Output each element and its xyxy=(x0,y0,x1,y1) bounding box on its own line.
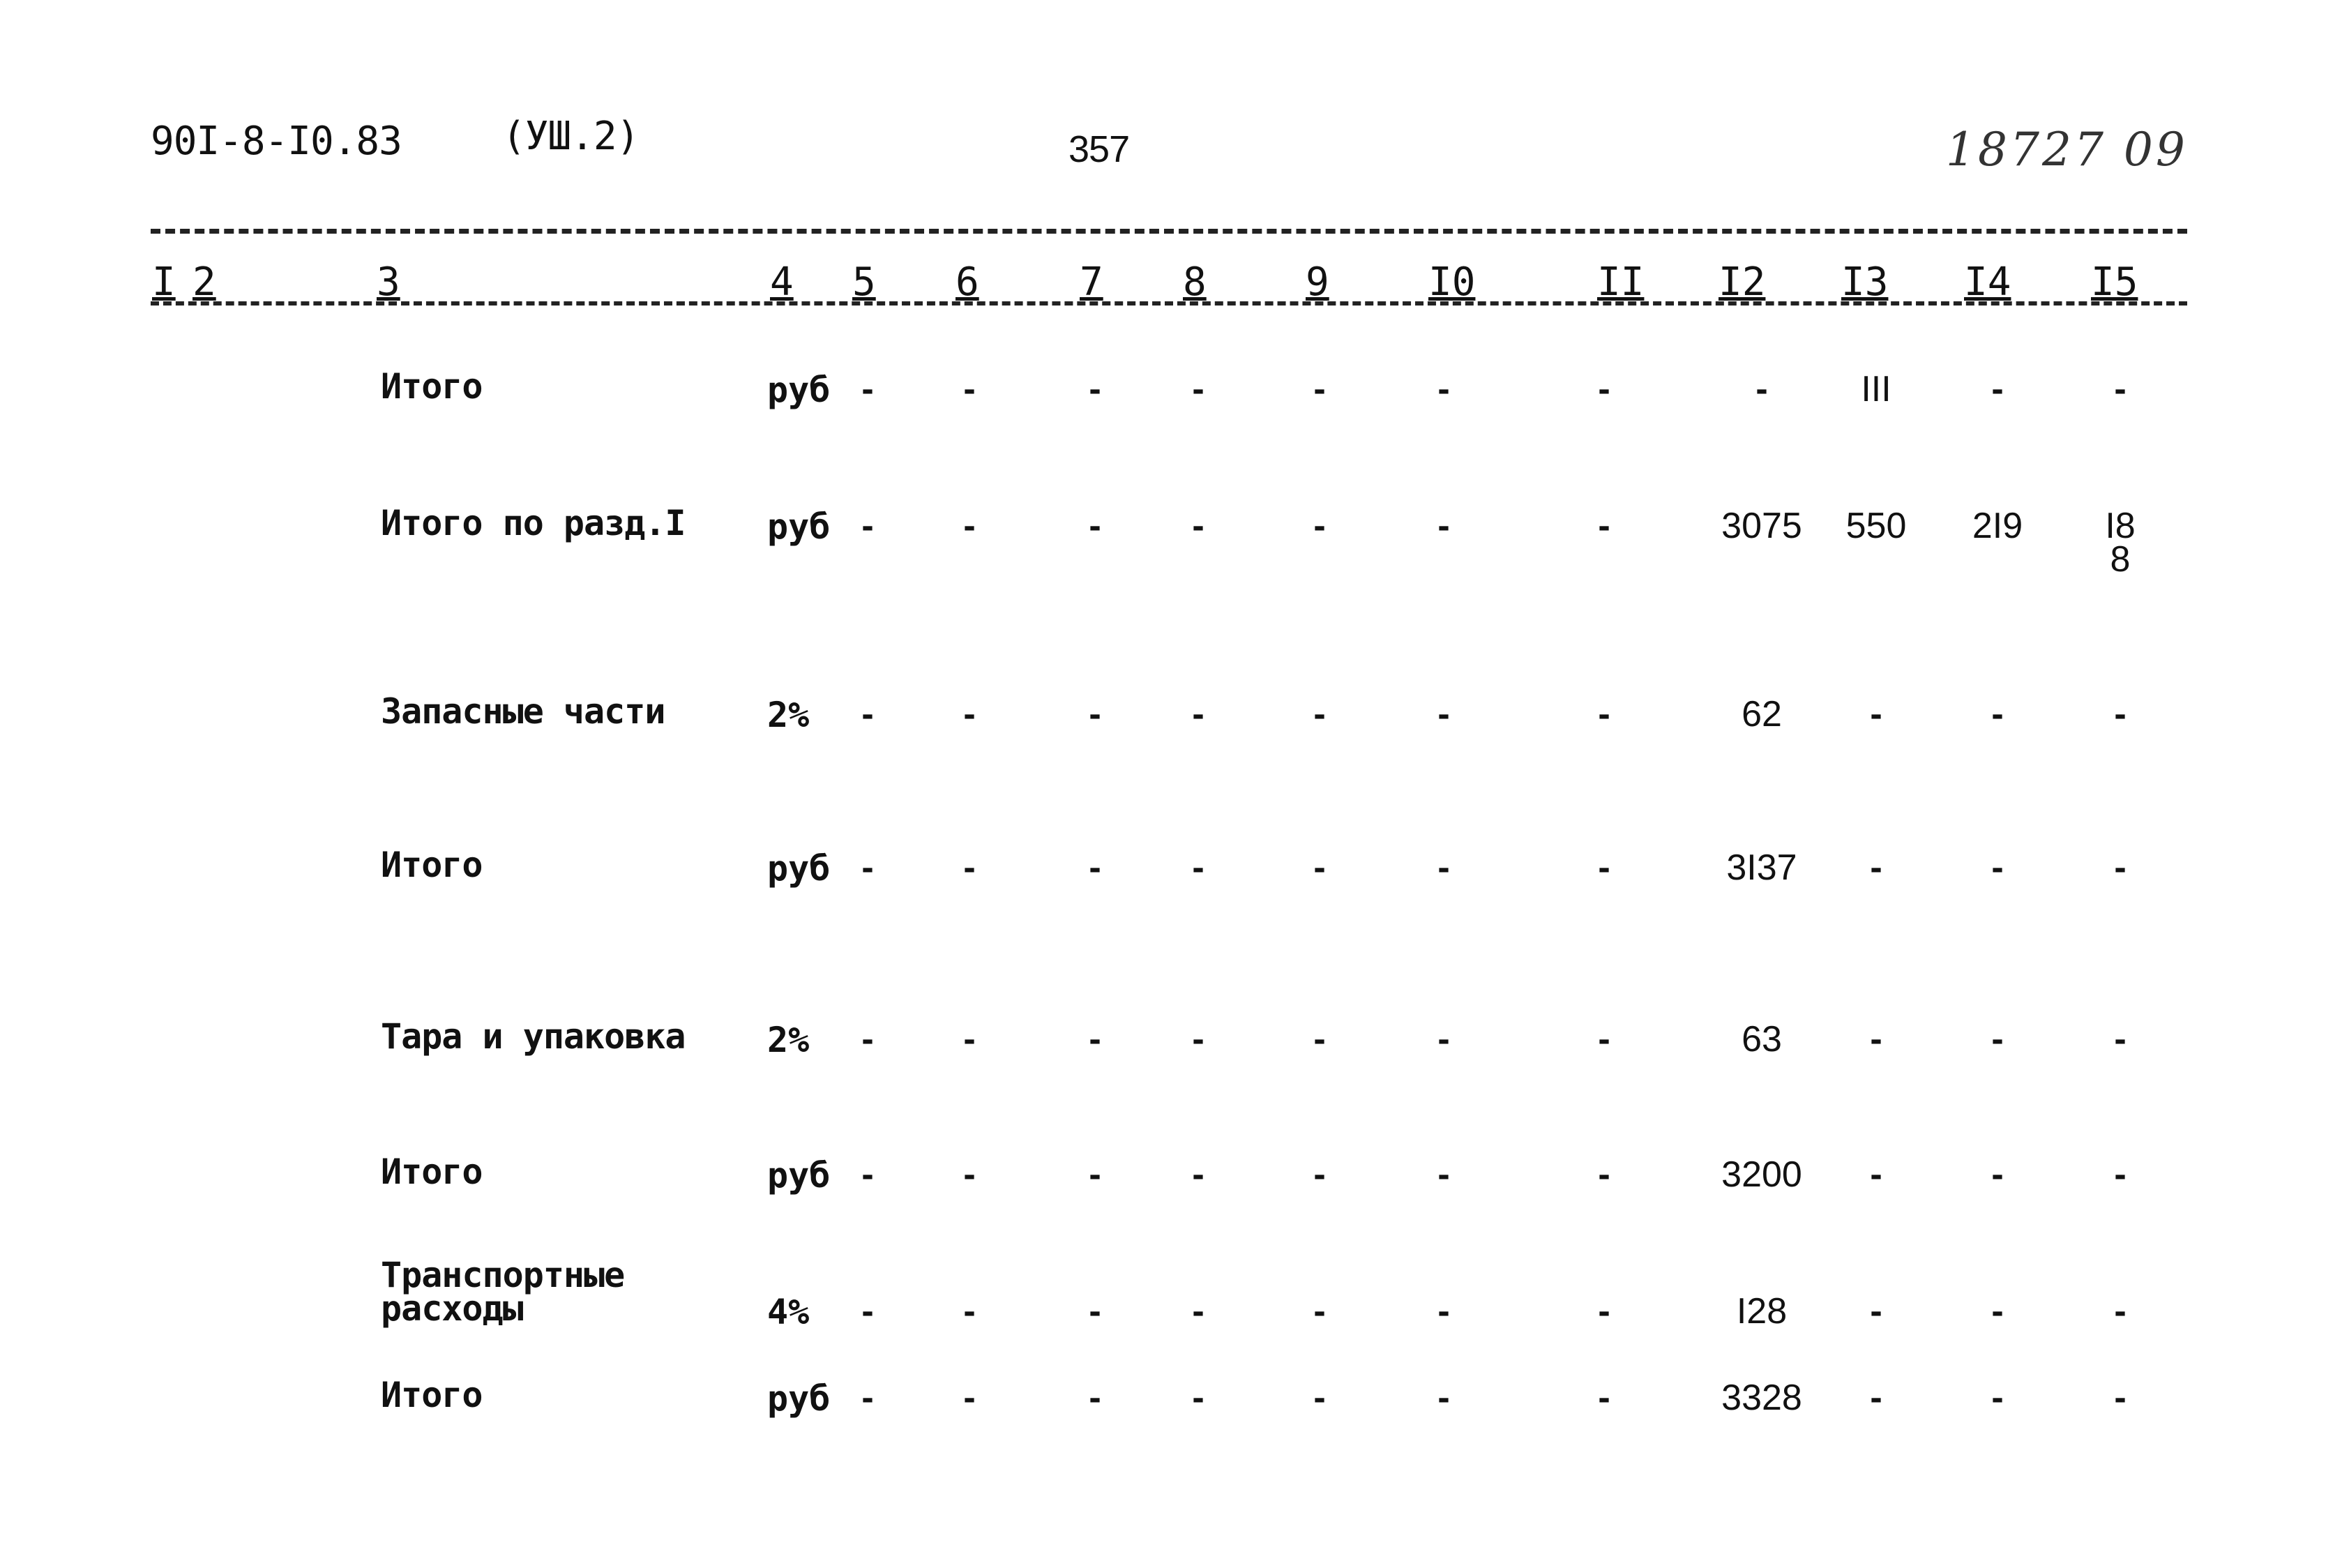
cell-col-7: - xyxy=(1089,369,1101,409)
handwritten-number: 18727 09 xyxy=(1946,123,2188,176)
column-number: I2 xyxy=(1719,259,1766,305)
cell-col-15: I8 8 xyxy=(2105,506,2136,580)
row-label: Итого по разд.I xyxy=(381,503,686,543)
cell-col-10: - xyxy=(1437,506,1450,546)
cell-col-12: 3075 xyxy=(1721,506,1802,546)
cell-col-6: - xyxy=(963,1291,976,1332)
cell-col-10: - xyxy=(1437,1378,1450,1418)
cell-col-14: - xyxy=(1991,694,2004,734)
row-label: Тара и упаковка xyxy=(381,1016,686,1057)
column-number: I3 xyxy=(1841,259,1889,305)
column-number: I4 xyxy=(1964,259,2011,305)
cell-col-7: - xyxy=(1089,1019,1101,1060)
cell-col-6: - xyxy=(963,694,976,734)
row-label: Итого xyxy=(381,1152,483,1192)
cell-col-11: - xyxy=(1598,506,1610,546)
cell-col-8: - xyxy=(1192,694,1204,734)
cell-col-12: 63 xyxy=(1742,1019,1782,1060)
column-number: I5 xyxy=(2091,259,2138,305)
section-marker: (УШ.2) xyxy=(502,114,640,159)
cell-col-7: - xyxy=(1089,694,1101,734)
cell-col-6: - xyxy=(963,369,976,409)
cell-col-7: - xyxy=(1089,506,1101,546)
cell-col-8: - xyxy=(1192,1378,1204,1418)
cell-col-12: 62 xyxy=(1742,694,1782,734)
cell-col-8: - xyxy=(1192,1019,1204,1060)
cell-col-11: - xyxy=(1598,369,1610,409)
cell-col-12: 3I37 xyxy=(1726,847,1797,888)
cell-col-6: - xyxy=(963,1378,976,1418)
cell-col-13: - xyxy=(1870,694,1882,734)
cell-col-9: - xyxy=(1313,506,1326,546)
column-number: 8 xyxy=(1183,259,1207,305)
cell-col-6: - xyxy=(963,1154,976,1195)
cell-col-13: - xyxy=(1870,1019,1882,1060)
cell-col-14: - xyxy=(1991,369,2004,409)
cell-col-12: 3328 xyxy=(1721,1378,1802,1418)
cell-col-15: - xyxy=(2114,694,2127,734)
cell-col-7: - xyxy=(1089,1291,1101,1332)
cell-col-6: - xyxy=(963,1019,976,1060)
cell-col-12: 3200 xyxy=(1721,1154,1802,1195)
column-number: 3 xyxy=(377,259,400,305)
cell-col-9: - xyxy=(1313,847,1326,888)
cell-col-5: - xyxy=(861,369,874,409)
cell-col-8: - xyxy=(1192,847,1204,888)
cell-col-14: - xyxy=(1991,1378,2004,1418)
cell-col-9: - xyxy=(1313,369,1326,409)
cell-col-12: - xyxy=(1755,369,1768,409)
cell-col-7: - xyxy=(1089,847,1101,888)
row-unit: руб xyxy=(767,1155,831,1196)
page-number: 357 xyxy=(1068,128,1130,170)
row-unit: руб xyxy=(767,370,831,410)
column-number: I0 xyxy=(1428,259,1476,305)
cell-col-5: - xyxy=(861,1378,874,1418)
cell-col-15: - xyxy=(2114,1154,2127,1195)
column-number: 5 xyxy=(852,259,876,305)
cell-col-10: - xyxy=(1437,369,1450,409)
cell-col-5: - xyxy=(861,694,874,734)
cell-col-5: - xyxy=(861,506,874,546)
cell-col-10: - xyxy=(1437,1291,1450,1332)
cell-col-10: - xyxy=(1437,1154,1450,1195)
cell-col-9: - xyxy=(1313,1019,1326,1060)
cell-col-5: - xyxy=(861,1291,874,1332)
cell-col-10: - xyxy=(1437,847,1450,888)
row-unit: 2% xyxy=(767,1020,810,1060)
row-label: Итого xyxy=(381,1375,483,1415)
row-unit: руб xyxy=(767,848,831,889)
cell-col-9: - xyxy=(1313,694,1326,734)
cell-col-13: III xyxy=(1861,369,1891,409)
row-unit: 2% xyxy=(767,695,810,735)
cell-col-5: - xyxy=(861,847,874,888)
cell-col-15: - xyxy=(2114,1291,2127,1332)
cell-col-9: - xyxy=(1313,1154,1326,1195)
cell-col-13: - xyxy=(1870,847,1882,888)
column-number: 6 xyxy=(956,259,979,305)
cell-col-5: - xyxy=(861,1019,874,1060)
row-unit: руб xyxy=(767,506,831,547)
column-number: 2 xyxy=(192,259,216,305)
cell-col-13: - xyxy=(1870,1291,1882,1332)
cell-col-14: - xyxy=(1991,1019,2004,1060)
column-number: 7 xyxy=(1080,259,1103,305)
cell-col-15: - xyxy=(2114,369,2127,409)
cell-col-9: - xyxy=(1313,1291,1326,1332)
row-label: Транспортные расходы xyxy=(381,1255,625,1329)
cell-col-14: - xyxy=(1991,1154,2004,1195)
cell-col-10: - xyxy=(1437,1019,1450,1060)
column-number: 4 xyxy=(770,259,794,305)
column-number-dashed-rule xyxy=(151,301,2187,306)
cell-col-13: 550 xyxy=(1845,506,1907,546)
document-code: 90I-8-I0.83 xyxy=(151,119,402,164)
cell-col-11: - xyxy=(1598,1154,1610,1195)
column-number: I xyxy=(152,259,176,305)
cell-col-14: - xyxy=(1991,1291,2004,1332)
column-number: 9 xyxy=(1306,259,1329,305)
cell-col-8: - xyxy=(1192,1291,1204,1332)
cell-col-11: - xyxy=(1598,694,1610,734)
cell-col-15: - xyxy=(2114,1019,2127,1060)
cell-col-15: - xyxy=(2114,1378,2127,1418)
row-unit: 4% xyxy=(767,1292,810,1332)
cell-col-7: - xyxy=(1089,1378,1101,1418)
cell-col-13: - xyxy=(1870,1154,1882,1195)
cell-col-6: - xyxy=(963,506,976,546)
cell-col-14: - xyxy=(1991,847,2004,888)
cell-col-8: - xyxy=(1192,506,1204,546)
row-unit: руб xyxy=(767,1378,831,1419)
cell-col-8: - xyxy=(1192,369,1204,409)
cell-col-10: - xyxy=(1437,694,1450,734)
cell-col-11: - xyxy=(1598,1019,1610,1060)
row-label: Запасные части xyxy=(381,691,665,732)
cell-col-15: - xyxy=(2114,847,2127,888)
cell-col-12: I28 xyxy=(1736,1291,1788,1332)
cell-col-11: - xyxy=(1598,847,1610,888)
row-label: Итого xyxy=(381,366,483,407)
cell-col-5: - xyxy=(861,1154,874,1195)
cell-col-8: - xyxy=(1192,1154,1204,1195)
column-number: II xyxy=(1597,259,1645,305)
cell-col-14: 2I9 xyxy=(1972,506,2023,546)
cell-col-13: - xyxy=(1870,1378,1882,1418)
cell-col-11: - xyxy=(1598,1291,1610,1332)
cell-col-6: - xyxy=(963,847,976,888)
cell-col-9: - xyxy=(1313,1378,1326,1418)
cell-col-11: - xyxy=(1598,1378,1610,1418)
row-label: Итого xyxy=(381,845,483,885)
header-dashed-rule xyxy=(151,229,2187,234)
cell-col-7: - xyxy=(1089,1154,1101,1195)
